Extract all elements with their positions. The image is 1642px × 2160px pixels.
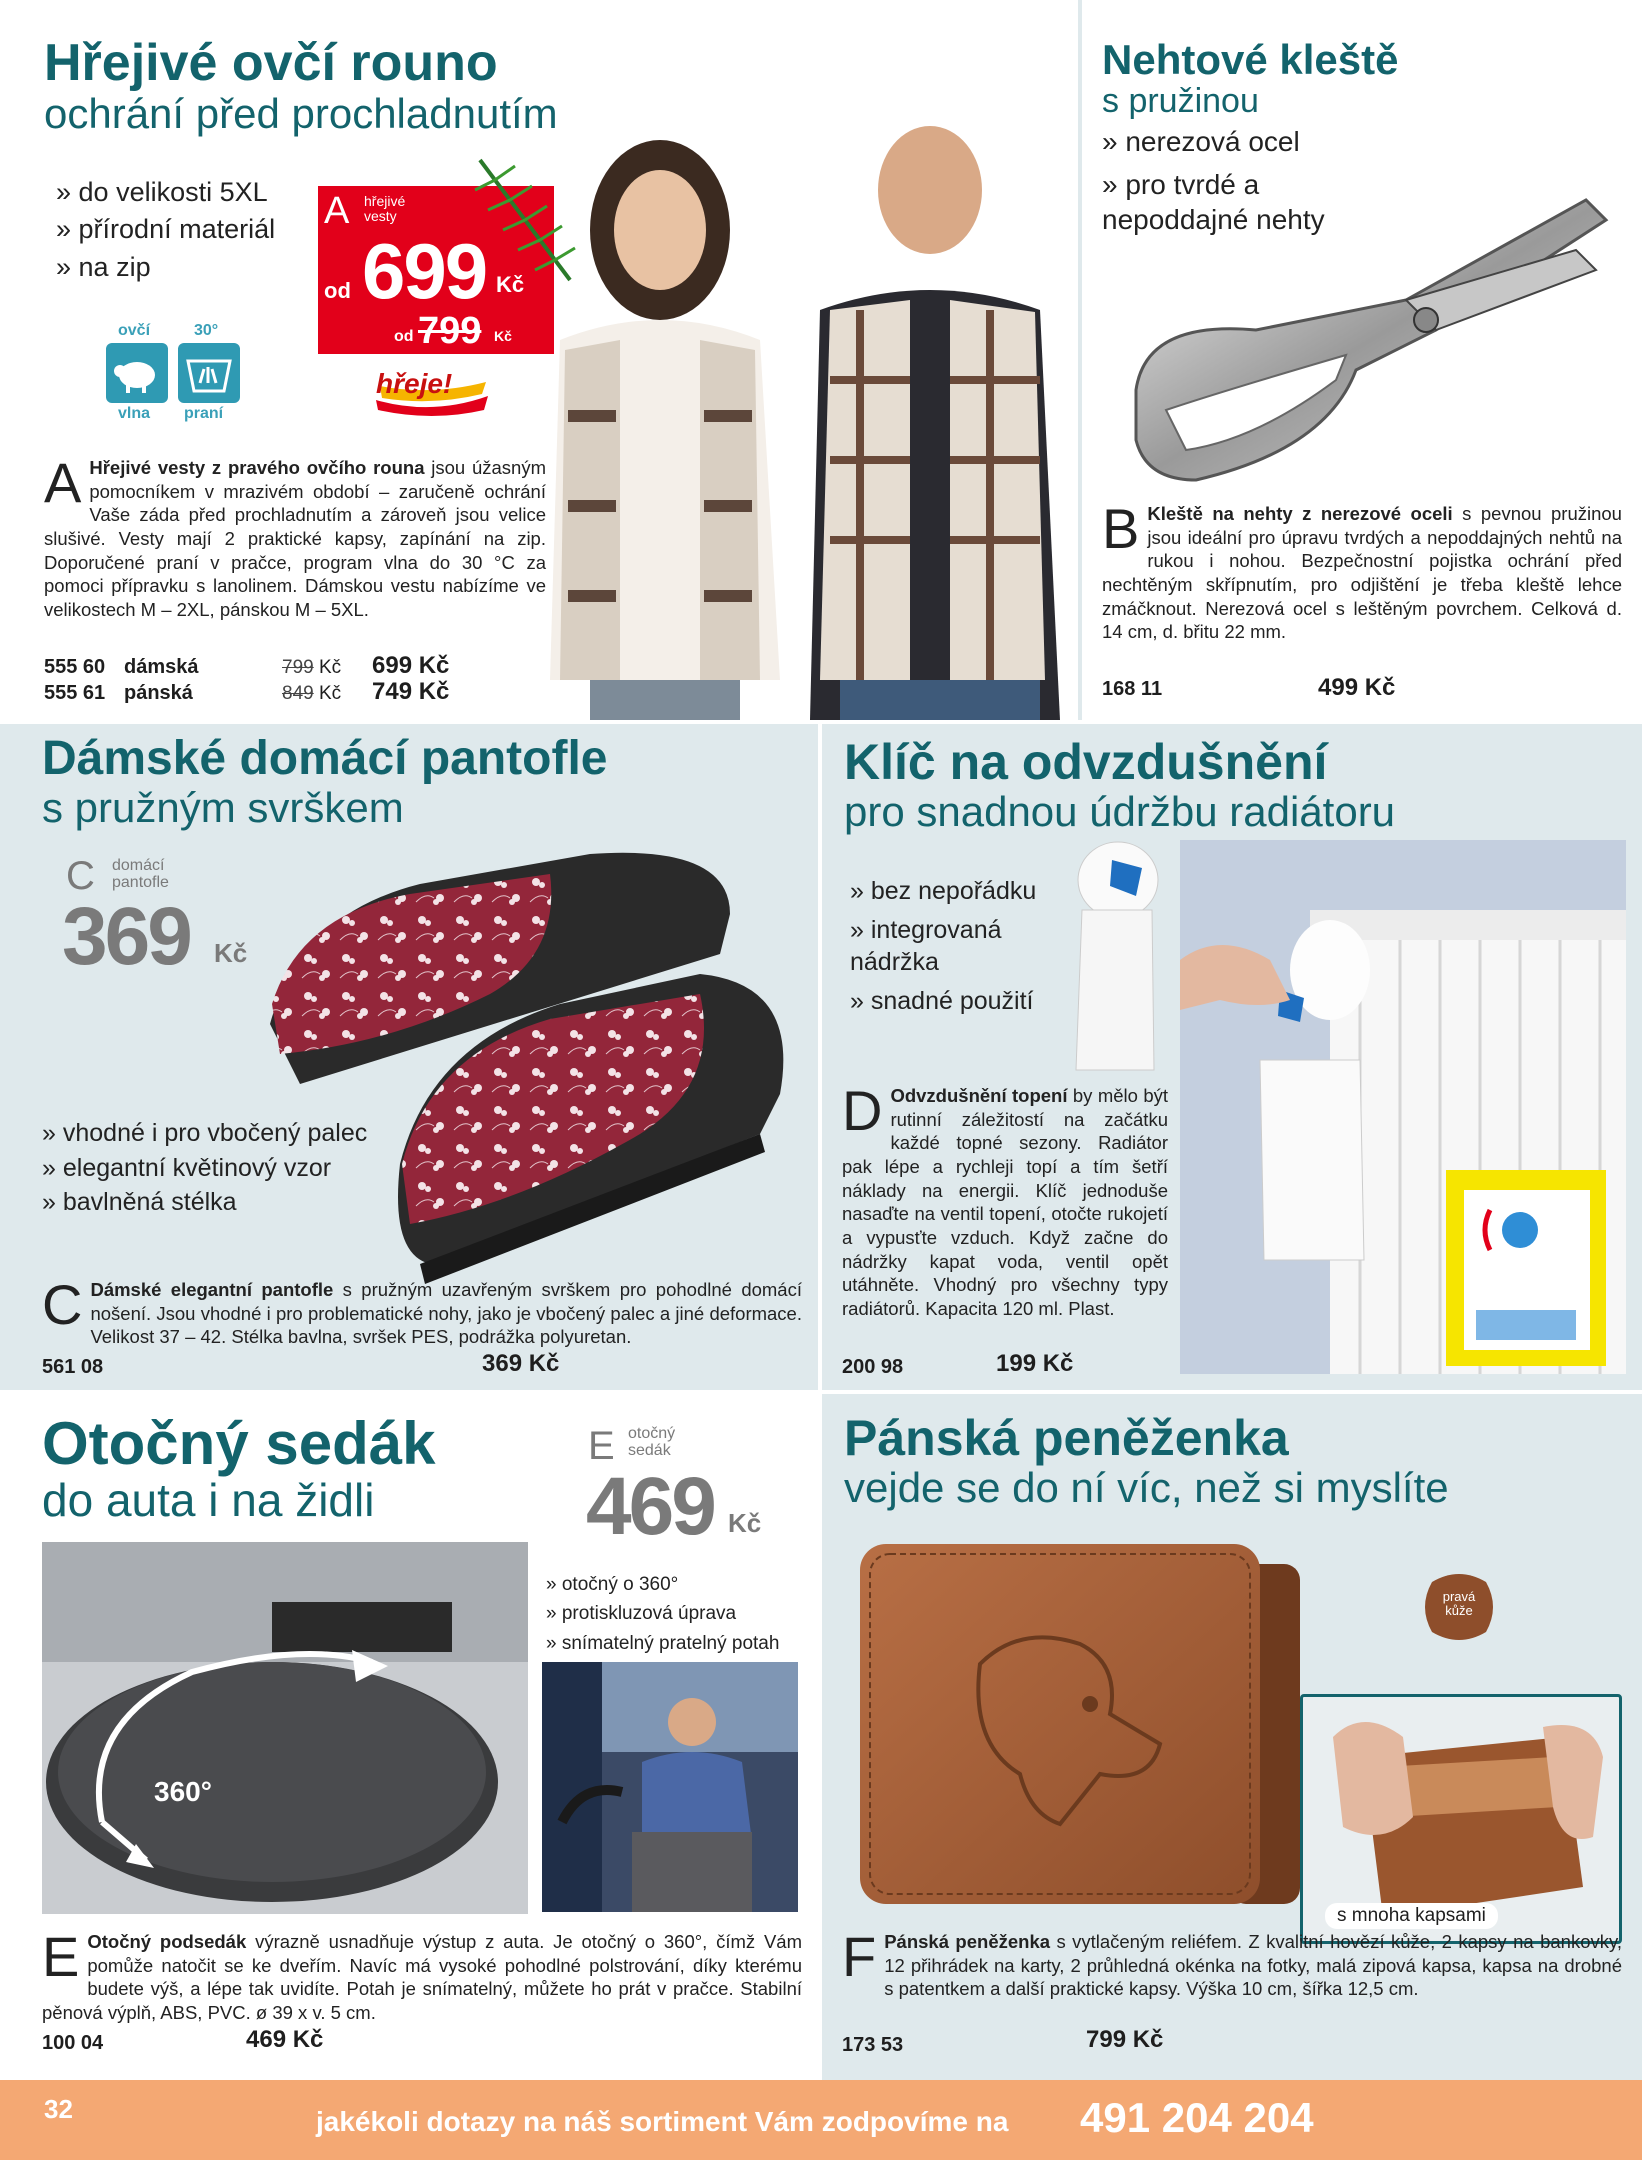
vests-row-ladies bbox=[44, 652, 504, 680]
bullet: » elegantní květinový vzor bbox=[42, 1151, 367, 1186]
desc-text: jsou úžasným pomocníkem v mrazivém období – zaručeně ochrání Vaše záda před prochladnutím a zároveň jsou velice slušivé. Vesty mají 2 praktické kapsy, zapínání na zip. Doporučené praní v pračce, program vlna do 30 °C za pomoci přípravku s lanolinem. Dámskou vestu nabízíme ve velikostech M – 2XL, pánskou M – 5XL. bbox=[44, 457, 546, 621]
desc-text: s pružným uzavřeným svrškem pro pohodlné domácí nošení. Jsou vhodné i pro problematické nohy, jako je vbočený palec a jiné deformace. Velikost 37 – 42. Stélka bavlna, svršek PES, podrážka polyuretan. bbox=[90, 1279, 802, 1348]
desc-text: by mělo být rutinní záležitostí na začátku každé topné sezony. Radiátor pak lépe a rychleji topí a tím šetří náklady na energii. Klíč jednoduše nasaďte na ventil topení, otočte rukojetí a vypusťte vzduch. Když začne do nádržky kapat voda, ventil opět utáhněte. Vhodný pro všechny typy radiátorů. Kapacita 120 ml. Plast. bbox=[842, 1085, 1168, 1320]
wallet-price: 799 Kč bbox=[1086, 2026, 1164, 2053]
bullet: » na zip bbox=[56, 249, 275, 286]
key-subtitle: pro snadnou údržbu radiátoru bbox=[844, 788, 1396, 835]
slippers-subtitle: s pružným svrškem bbox=[42, 784, 404, 831]
wallet-inset-photo bbox=[1300, 1694, 1622, 1944]
desc-bold: Odvzdušnění topení bbox=[890, 1085, 1068, 1106]
clippers-photo bbox=[1106, 180, 1626, 500]
vests-subtitle: ochrání před prochladnutím bbox=[44, 90, 558, 137]
panel-wallet bbox=[822, 1394, 1642, 2080]
clippers-price: 499 Kč bbox=[1318, 674, 1396, 701]
slippers-price: 369 Kč bbox=[482, 1350, 560, 1377]
key-code: 200 98 bbox=[842, 1356, 904, 1378]
footer-phone[interactable]: 491 204 204 bbox=[1080, 2094, 1314, 2141]
badge-from: od bbox=[324, 278, 351, 303]
seat-car-photo bbox=[542, 1662, 798, 1912]
clippers-description bbox=[1102, 497, 1622, 644]
clippers-subtitle: s pružinou bbox=[1102, 82, 1259, 120]
desc-text: s vytlačeným reliéfem. Z kvalitní hovězí kůže, 2 kapsy na bankovky, 12 přihrádek na karty, 2 průhledná okénka na fotky, malá zipová kapsa, kapsa na drobné s patentkem a další praktické kapsy. Výška 10 cm, šířka 12,5 cm. bbox=[884, 1931, 1622, 2000]
bullet: » otočný o 360° bbox=[546, 1570, 779, 1599]
page-number: 32 bbox=[44, 2094, 73, 2124]
bullet: » protiskluzová úprava bbox=[546, 1599, 779, 1628]
seat-bullets bbox=[546, 1570, 779, 1658]
hreje-logo bbox=[372, 366, 492, 418]
slippers-bullets bbox=[42, 1116, 367, 1220]
row-price: 749 Kč bbox=[372, 678, 450, 705]
desc-text: s pevnou pružinou jsou ideální pro úpravu tvrdých a nepoddajných nehtů na rukou i nohou. Bezpečnostní pojistka ochrání před nechtěným skřípnutím, pro odjištění je třeba kleště lehce zmáčknout. Nerezová ocel s leštěným povrchem. Celková d. 14 cm, d. břitu 22 mm. bbox=[1102, 503, 1622, 643]
wool-label-bottom: vlna bbox=[118, 405, 151, 422]
badge-small-text: hřejivé vesty bbox=[364, 193, 406, 224]
bullet: » bez nepořádku bbox=[850, 876, 1050, 907]
vests-title: Hřejivé ovčí rouno bbox=[44, 34, 498, 92]
seat-cushion-photo bbox=[42, 1542, 528, 1914]
vests-bullets bbox=[56, 174, 275, 286]
bullet: » do velikosti 5XL bbox=[56, 174, 275, 211]
seat-subtitle: do auta i na židli bbox=[42, 1474, 375, 1526]
badge-currency: Kč bbox=[496, 272, 525, 297]
vests-row-mens bbox=[44, 678, 504, 706]
sheep-icon bbox=[106, 343, 168, 403]
logo-text: hřeje! bbox=[376, 368, 453, 399]
badge-currency: Kč bbox=[728, 1508, 762, 1538]
badge-price: 369 bbox=[62, 891, 190, 982]
row-old-price: 799 Kč bbox=[282, 657, 342, 678]
panel-seat bbox=[0, 1394, 818, 2080]
bullet: » nerezová ocel bbox=[1102, 124, 1402, 159]
row-name: dámská bbox=[124, 656, 199, 678]
seat-price: 469 Kč bbox=[246, 2026, 324, 2053]
desc-letter: F bbox=[842, 1925, 877, 1988]
bullet: » vhodné i pro vbočený palec bbox=[42, 1116, 367, 1151]
seat-title: Otočný sedák bbox=[42, 1410, 436, 1477]
wash-label-top: 30° bbox=[194, 322, 219, 339]
bullet: » přírodní materiál bbox=[56, 211, 275, 248]
slippers-code: 561 08 bbox=[42, 1356, 104, 1378]
seat-code: 100 04 bbox=[42, 2032, 104, 2054]
slippers-title: Dámské domácí pantofle bbox=[42, 732, 608, 785]
desc-text: výrazně usnadňuje výstup z auta. Je otočný o 360°, čímž Vám pomůže natočit se ke dveřím. Navíc má vysoké pohodlné polstrování, díky kterému budete výš, a lépe tak uvidíte. Potah je snímatelný, můžete ho prát v pračce. Stabilní pěnová výplň, ABS, PVC. ø 39 x v. 5 cm. bbox=[42, 1931, 803, 2024]
inset-label: s mnoha kapsami bbox=[1325, 1903, 1498, 1929]
bullet: » integrovaná nádržka bbox=[850, 915, 1050, 978]
vests-description bbox=[44, 451, 546, 622]
row-code: 555 60 bbox=[44, 656, 106, 678]
badge-price: 469 bbox=[586, 1461, 714, 1552]
wallet-description bbox=[842, 1925, 1622, 2001]
seat-badge bbox=[586, 1424, 786, 1552]
footer-bar bbox=[0, 2080, 1642, 2160]
row-code: 555 61 bbox=[44, 682, 106, 704]
leather-badge-text: pravá kůže bbox=[1442, 1589, 1476, 1618]
label-360: 360° bbox=[154, 1776, 212, 1807]
wallet-title: Pánská peněženka bbox=[844, 1410, 1289, 1466]
badge-letter: C bbox=[66, 854, 95, 898]
wash-label-bottom: praní bbox=[184, 405, 224, 422]
badge-small-text: otočný sedák bbox=[628, 1425, 676, 1459]
badge-old-from: od bbox=[394, 328, 414, 345]
bullet: » pro tvrdé a nepoddajné nehty bbox=[1102, 167, 1362, 237]
panel-radiator-key bbox=[822, 724, 1642, 1390]
row-old-price: 849 Kč bbox=[282, 683, 342, 704]
badge-old-price: 799 bbox=[418, 310, 482, 352]
slippers-description bbox=[42, 1273, 802, 1349]
wallet-code: 173 53 bbox=[842, 2034, 904, 2056]
clippers-code: 168 11 bbox=[1102, 678, 1163, 700]
desc-letter: E bbox=[42, 1925, 80, 1988]
wool-label-top: ovčí bbox=[118, 322, 151, 339]
bullet: » bavlněná stélka bbox=[42, 1185, 367, 1220]
badge-letter: A bbox=[324, 190, 350, 232]
key-description bbox=[842, 1079, 1168, 1321]
slippers-photo bbox=[260, 834, 800, 1304]
desc-bold: Hřejivé vesty z pravého ovčího rouna bbox=[89, 457, 425, 478]
leather-badge bbox=[1422, 1570, 1496, 1644]
key-price: 199 Kč bbox=[996, 1350, 1074, 1377]
wash-30-icon bbox=[178, 343, 240, 403]
desc-letter: D bbox=[842, 1079, 883, 1142]
key-bullets bbox=[850, 876, 1050, 1017]
panel-slippers bbox=[0, 724, 818, 1390]
badge-small-text: domácí pantofle bbox=[112, 857, 169, 891]
slippers-badge bbox=[62, 854, 262, 982]
vests-models-photo bbox=[520, 80, 1078, 720]
row-name: pánská bbox=[124, 682, 193, 704]
seat-description bbox=[42, 1925, 803, 2025]
key-title: Klíč na odvzdušnění bbox=[844, 734, 1328, 790]
panel-vests bbox=[0, 0, 1078, 720]
footer-text: jakékoli dotazy na náš sortiment Vám zodpovíme na bbox=[316, 2106, 1009, 2137]
clippers-title: Nehtové kleště bbox=[1102, 36, 1399, 83]
badge-currency: Kč bbox=[214, 938, 248, 968]
desc-bold: Pánská peněženka bbox=[884, 1931, 1051, 1952]
radiator-usage-photo bbox=[1180, 840, 1626, 1374]
badge-letter: E bbox=[588, 1424, 615, 1468]
bullet: » snadné použití bbox=[850, 986, 1050, 1017]
desc-bold: Dámské elegantní pantofle bbox=[90, 1279, 334, 1300]
desc-letter: C bbox=[42, 1273, 83, 1336]
row-price: 699 Kč bbox=[372, 652, 450, 679]
radiator-key-product-photo bbox=[1062, 840, 1162, 1080]
wallet-photo bbox=[860, 1544, 1320, 1924]
panel-clippers bbox=[1082, 0, 1642, 720]
desc-bold: Otočný podsedák bbox=[87, 1931, 247, 1952]
badge-old-currency: Kč bbox=[494, 328, 512, 344]
badge-price: 699 bbox=[362, 227, 487, 315]
desc-letter: B bbox=[1102, 497, 1140, 560]
wallet-subtitle: vejde se do ní víc, než si myslíte bbox=[844, 1464, 1449, 1511]
desc-letter: A bbox=[44, 451, 82, 514]
bullet: » snímatelný pratelný potah bbox=[546, 1629, 779, 1658]
desc-bold: Kleště na nehty z nerezové oceli bbox=[1147, 503, 1453, 524]
